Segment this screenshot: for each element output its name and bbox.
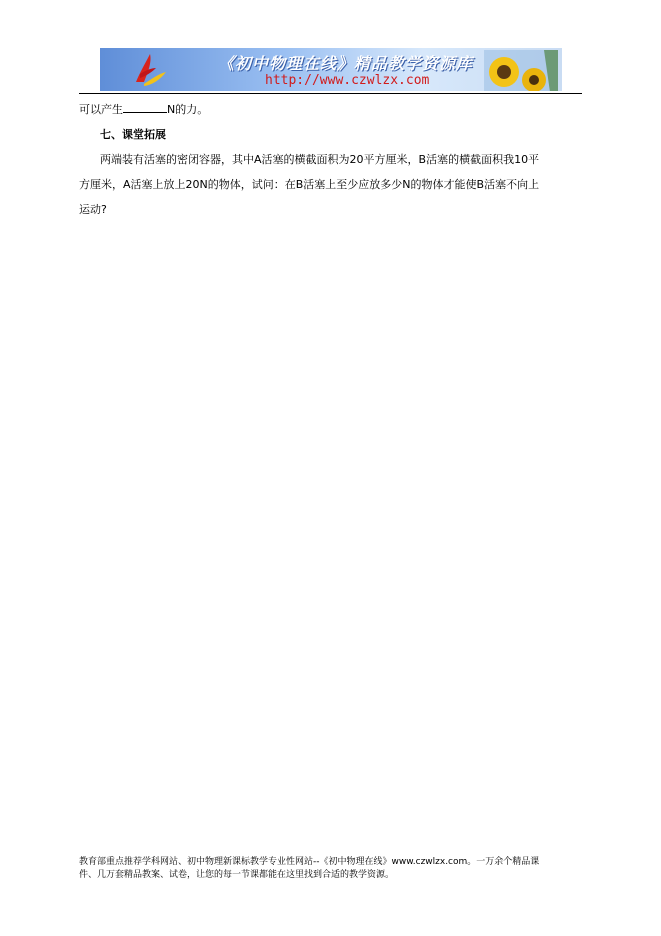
site-logo-icon: [130, 52, 170, 88]
answer-blank: [123, 102, 167, 113]
problem-line-3: 运动?: [79, 203, 107, 216]
footer-line-1: 教育部重点推荐学科网站、初中物理新课标教学专业性网站--《初中物理在线》www.czwlzx.com。一万余个精品课: [79, 857, 540, 867]
banner-title: 《初中物理在线》精品教学资源库: [218, 54, 474, 73]
problem-line-2: 方厘米，A活塞上放上20N的物体，试问：在B活塞上至少应放多少N的物体才能使B活塞不向上: [79, 178, 540, 191]
banner-url: http://www.czwlzx.com: [265, 73, 430, 88]
section-heading: 七、课堂拓展: [100, 128, 166, 141]
fill-in-prefix: 可以产生: [79, 103, 123, 116]
sunflower-icon: [484, 50, 558, 91]
header-divider: [79, 93, 582, 94]
footer-line-2: 件、几万套精品教案、试卷，让您的每一节课都能在这里找到合适的教学资源。: [79, 870, 395, 880]
fill-in-suffix: N的力。: [167, 103, 209, 116]
header-banner: [100, 48, 562, 91]
fill-in-line: [79, 102, 208, 117]
problem-line-1: 两端装有活塞的密闭容器，其中A活塞的横截面积为20平方厘米，B活塞的横截面积我10平: [100, 153, 540, 166]
